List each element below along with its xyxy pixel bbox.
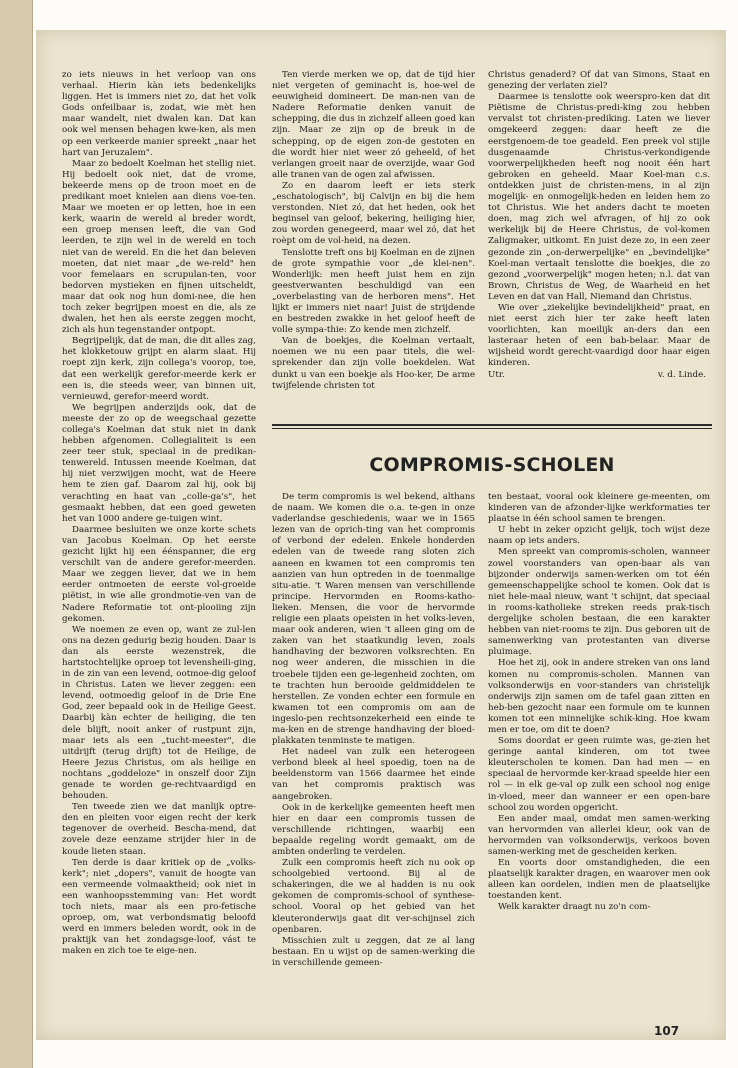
paragraph: En voorts door omstandigheden, die een plaatselijk karakter dragen, en waarover men ook alleen kan oordelen, indien men de plaatselijke toestanden kent. xyxy=(488,858,710,902)
paragraph: Een ander maal, omdat men samen-werking van hervormden van allerlei kleur, ook van de hervormden van volksonderwijs, verkoos boven samen-werking met de gescheiden kerken. xyxy=(488,813,710,857)
paragraph: Tenslotte treft ons bij Koelman en de zijnen de grote sympathie voor „de klei-nen". Wonderlijk: men heeft juist hem en zijn geestverwanten beschuldigd van een „overbelasting van de herboren mens". Het lijkt er immers niet naar! Juist de strijdende en bestreden zwakke in het geloof heeft de volle sympa-thie: Zo kende men zichzelf. xyxy=(272,247,475,336)
paragraph: zo iets nieuws in het verloop van ons verhaal. Hierin kàn iets bedenkelijks liggen. Het is immers niet zo, dat het volk Gods onfeilbaar is, zodat, wie mèt hen maar wandelt, niet dwalen kan. Dat kan ook wel mensen behagen kwe-ken, als men op een verkeerde manier spreekt „naar het hart van Jeruzalem". xyxy=(62,70,256,158)
paragraph: Hoe het zij, ook in andere streken van ons land komen nu compromis-scholen. Mannen van volksonderwijs en voor-standers van christelijk onderwijs zijn samen om de tafel gaan zitten en heb-ben gezocht naar een formule om te kunnen komen tot een minnelijke schik-king. Hoe kwam men er toe, om dit te doen? xyxy=(488,658,710,735)
paragraph: Zulk een compromis heeft zich nu ook op schoolgebied vertoond. Bij al de schakeringen, die we al hadden is nu ook gekomen de compromis-school of synthese-school. Vooral op het gebied van het kleuteronderwijs gaat dit ver-schijnsel zich openbaren. xyxy=(272,858,475,935)
paragraph: Wie over „ziekelijke bevindelijkheid" praat, en niet eerst zich hier ter zake heeft laten voorlichten, kan moeilijk an-ders dan een lasteraar heten of een bab-belaar. Maar de wijsheid wordt gerecht-vaardigd door haar eigen kinderen. xyxy=(488,302,710,369)
paragraph: De term compromis is wel bekend, althans de naam. We komen die o.a. te-gen in onze vaderlandse geschiedenis, waar we in 1565 lezen van de oprich-ting van het compromis of verbond der edelen. Enkele honderden edelen van de tweede rang sloten zich aaneen en kwamen tot een compromis ten aanzien van hun optreden in de toenmalige situ-atie. 't Waren mensen van verschillende principe. Hervormden en Rooms-katho-lieken. Mensen, die voor de hervormde religie een plaats opeisten in het volks-leven, maar ook anderen, wien 't alleen ging om de zaken van het staatkundig leven, zoals handhaving der bezworen volksrechten. En nog weer anderen, die misschien in die troebele tijden een ge-legenheid zochten, om te trachten hun berooide geldmiddelen te herstellen. Ze vonden echter een formule en kwamen tot een compromis om aan de ingeslo-pen rechtsonzekerheid een einde te ma-ken en de strenge handhaving der bloed-plakkaten tenminste te matigen. xyxy=(272,492,475,747)
paragraph: Het nadeel van zulk een heterogeen verbond bleek al heel spoedig, toen na de beeldenstorm van 1566 daarmee het einde van het compromis praktisch was aangebroken. xyxy=(272,747,475,802)
right-column-top xyxy=(488,70,710,415)
paragraph: Maar zo bedoelt Koelman het stellig niet. Hij bedoelt ook niet, dat de vrome, bekeerde mens op de troon moet en de predikant moet knielen aan diens voe-ten. Maar we moeten er op letten, hoe in een kerk, waarin de wereld al breder wordt, een groep mensen leeft, die van God leerden, te zijn wel in de wereld en toch niet van de wereld. En die het dan beleven moeten, dat niet maar „de we-reld" hen voor femelaars en scrupulan-ten, voor bedorven mystieken en fijnen uitscheldt, maar dat ook nog hun domi-nee, die hen toch zeker begrijpen moest en die, als ze dwalen, het hen als eerste zeggen mocht, zich als hun tegenstander ontpopt. xyxy=(62,158,256,336)
paragraph: We noemen ze even op, want ze zul-len ons na dezen gedurig bezig houden. Daar is dan als eerste wezenstrek, die hartstochtelijke oproep tot levensheili-ging, in de zin van een levend, ootmoe-dig geloof in Christus. Laten we liever zeggen: een levend, ootmoedig geloof in de Drie Ene God, zeer bepaald ook in de Heilige Geest. Daarbij kàn echter de heiliging, die ten dele blijft, nooit anker of rustpunt zijn, maar iets als een „tucht-meester", die uitdrijft (terug drijft) tot de Heilige, de Heere Jezus Christus, om als heilige en nochtans „goddeloze" in onszelf door Zijn genade te worden ge-rechtvaardigd en behouden. xyxy=(62,624,256,802)
section-divider-thin xyxy=(272,428,712,429)
signature xyxy=(488,370,710,381)
middle-column-top xyxy=(272,70,475,415)
middle-column-bottom xyxy=(272,492,475,1017)
signature-place: Utr. xyxy=(488,369,505,380)
paragraph: Men spreekt van compromis-scholen, wanneer zowel voorstanders van open-baar als van bijzonder onderwijs samen-werken om tot één gemeenschappelijke school te komen. Ook dat is niet hele-maal nieuw, want 't schijnt, dat speciaal in rooms-katholieke streken reeds prak-tisch dergelijke scholen bestaan, die een karakter hebben van niet-rooms te zijn. Dus geboren uit de samenwerking van protestanten van diverse pluimage. xyxy=(488,547,710,658)
paragraph: Ten tweede zien we dat manlijk optre-den en pleiten voor eigen recht der kerk tegenover de overheid. Bescha-mend, dat zovele deze eenzame strijder hier in de koude lieten staan. xyxy=(62,802,256,857)
section-divider xyxy=(272,424,712,426)
paragraph: ten bestaat, vooral ook kleinere ge-meenten, om kinderen van de afzonder-lijke werkformaties ter plaatse in één school samen te brengen. xyxy=(488,492,710,525)
paragraph: Zo en daarom leeft er iets sterk „eschatologisch", bij Calvijn en bij die hem verstonden. Niet zó, dat het heden, ook het beginsel van geloof, bekering, heiliging hier, zou worden genegeerd, maar wel zó, dat het roèpt om de vol-heid, na dezen. xyxy=(272,180,475,247)
previous-page-edge xyxy=(0,0,33,1068)
paragraph: We begrijpen anderzijds ook, dat de meeste der zo op de weegschaal gezette collega's Koelman dat stuk niet in dank hebben afgenomen. Collegialiteit is een zeer teer stuk, speciaal in de predikan-tenwereld. Intussen meende Koelman, dat hij niet verzwijgen mocht, wat de Heere hem te zien gaf. Daarom zal hij, ook bij verachting en haat van „colle-ga's", het gesmaakt hebben, dat een goed geweten het van 1000 andere ge-tuigen wint. xyxy=(62,402,256,524)
paragraph: Soms doordat er geen ruimte was, ge-zien het geringe aantal kinderen, om tot twee kleuterscholen te komen. Dan had men — en speciaal de hervormde ker-kraad speelde hier een rol — in elk ge-val op zulk een school nog enige in-vloed, meer dan wanneer er een open-bare school zou worden opgericht. xyxy=(488,736,710,813)
page xyxy=(36,30,726,1040)
page-number: 107 xyxy=(654,1024,680,1038)
article-title: COMPROMIS-SCHOLEN xyxy=(369,454,615,476)
paragraph: Ten derde is daar kritiek op de „volks-kerk"; niet „dopers", vanuit de hoogte van een vermeende volmaaktheid; ook niet in een wanhoopsstemming van: Het wordt toch niets, maar als een pro-fetische oproep, om, wat verbondsmatig beloofd werd en immers beleden wordt, ook in de praktijk van het zondagsge-loof, vást te maken en zich toe te eige-nen. xyxy=(62,857,256,957)
paragraph: Ook in de kerkelijke gemeenten heeft men hier en daar een compromis tussen de verschillende richtingen, waarbij een bepaalde regeling wordt gemaakt, om de ambten onderling te verdelen. xyxy=(272,802,475,857)
paragraph: Daarmee besluiten we onze korte schets van Jacobus Koelman. Op het eerste gezicht lijkt hij een éénspanner, die erg verschilt van de andere gerefor-meerden. Maar we zeggen liever, dat we in hem eerder ontmoeten de eerste vol-groeide piëtist, in wie alle grondmotie-ven van de Nadere Reformatie tot ont-plooiing zijn gekomen. xyxy=(62,524,256,624)
paragraph: Daarmee is tenslotte ook weerspro-ken dat dit Piëtisme de Christus-predi-king zou hebben vervalst tot christen-prediking. Laten we liever omgekeerd zeggen: daar heeft ze die eerstgenoem-de toe geadeld. Een preek vol stijle dusgenaamde Christus-verkondigende voorwerpelijkheden heeft nog nooit één hart gebroken en geheeld. Maar Koel-man c.s. ontdekken juist de christen-mens, in al zijn mogelijk- en onmogelijk-heden en leiden hem zo tot Christus. Wie het anders dacht te moeten doen, mag zich wel afvragen, of hij zo ook werkelijk bij de Heere Christus, de vol-komen Zaligmaker, uitkomt. En juist deze zo, in een zeer gezonde zin „on-derwerpelijke" en „bevindelijke" Koel-man vertaalt tenslotte die boekjes, die zo gezond „voorwerpelijk" mogen heten; n.l. dat van Brown, Christus de Weg, de Waarheid en het Leven en dat van Hall, Niemand dan Christus. xyxy=(488,92,710,302)
paragraph: Van de boekjes, die Koelman vertaalt, noemen we nu een paar titels, die wel-sprekender dan zijn volle boekdelen. Wat dunkt u van een boekje als Hoo-ker, De arme twijfelende christen tot xyxy=(272,336,475,391)
paragraph: Welk karakter draagt nu zo'n com- xyxy=(498,902,651,913)
signature-author: v. d. Linde. xyxy=(657,369,706,380)
paragraph: Christus genaderd? Of dat van Simons, Staat en genezing der verlaten ziel? xyxy=(488,70,710,92)
left-column xyxy=(62,70,256,1020)
paragraph: U hebt in zeker opzicht gelijk, toch wijst deze naam op iets anders. xyxy=(488,525,710,547)
paragraph: Misschien zult u zeggen, dat ze al lang bestaan. En u wijst op de samen-werking die in verschillende gemeen- xyxy=(272,935,475,968)
paragraph: Begrijpelijk, dat de man, die dit alles zag, het klokketouw grijpt en alarm slaat. Hij roept zijn kerk, zijn collega's voorop, toe, dat een werkelijk gerefor-meerde kerk er een is, die steeds weer, van binnen uit, vernieuwd, gerefor-meerd wordt. xyxy=(62,336,256,402)
right-column-bottom xyxy=(488,492,710,992)
paragraph: Ten vierde merken we op, dat de tijd hier niet vergeten of geminacht is, hoe-wel de eeuwigheid domineert. De man-nen van de Nadere Reformatie denken vanuit de schepping, die dus in zichzelf alleen goed kan zijn. Maar ze zijn op de breuk in de schepping, op de eigen zon-de gestoten en die wordt hier niet weer zó geheeld, of het verlangen groeit naar de overzijde, waar God alle tranen van de ogen zal afwissen. xyxy=(272,70,475,180)
